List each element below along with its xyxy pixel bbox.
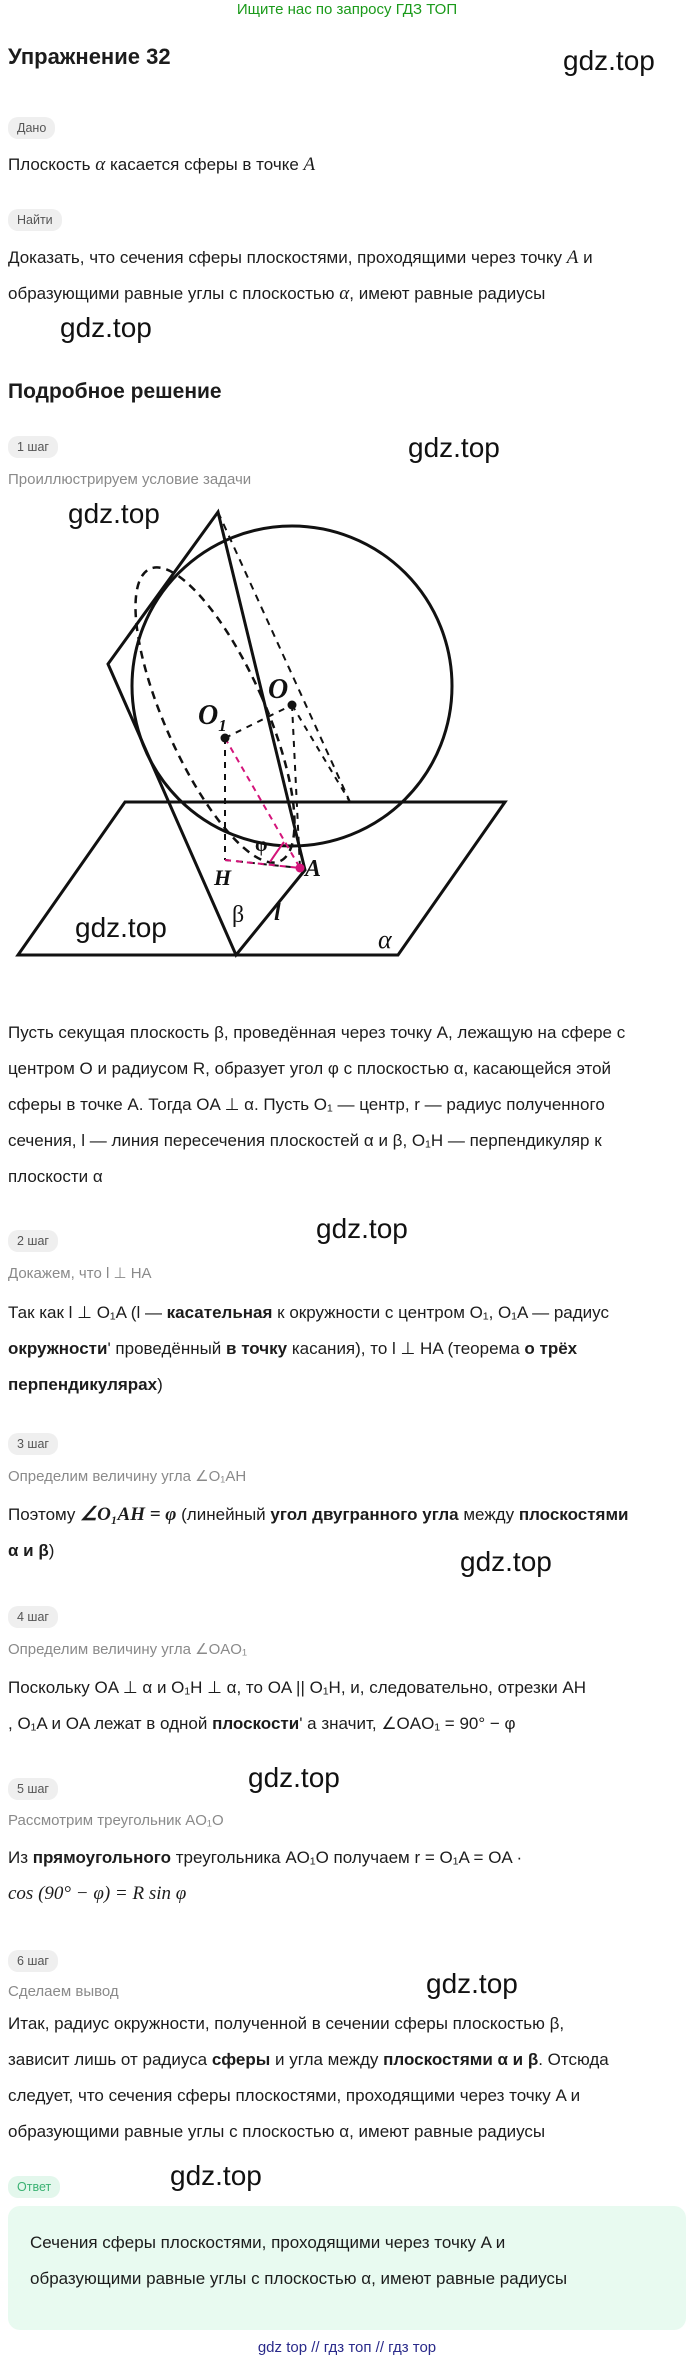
footer-links[interactable]: gdz top // гдз топ // гдз тор [257, 2339, 437, 2356]
solution-heading: Подробное решение [8, 380, 222, 403]
step3-chip: 3 шаг [8, 1433, 58, 1455]
svg-text:φ: φ [255, 834, 268, 856]
answer-text: Сечения сферы плоскостями, проходящими через точку A и образующими равные углы с плоскостью α, имеют равные радиусы [30, 2233, 568, 2288]
sphere [132, 526, 452, 846]
beta-plane [108, 512, 305, 955]
step1-chip: 1 шаг [8, 436, 58, 458]
step1-subtitle: Проиллюстрируем условие задачи [8, 471, 252, 488]
page-title: Упражнение 32 [8, 44, 171, 69]
step3-text: Поэтому ∠O₁AH = φ (линейный угол двугранного угла между плоскостями α и β) [8, 1504, 629, 1560]
svg-text:A: A [305, 856, 322, 882]
step3-subtitle: Определим величину угла ∠O₁AH [8, 1468, 247, 1485]
svg-text:α: α [378, 925, 392, 954]
find-text: Доказать, что сечения сферы плоскостями, проходящими через точку A и образующими равные углы с плоскостью α, имеют равные радиусы [8, 247, 593, 304]
step2-chip: 2 шаг [8, 1230, 58, 1252]
watermark: gdz.top [248, 1762, 340, 1793]
step4-chip: 4 шаг [8, 1606, 58, 1628]
watermark: gdz.top [316, 1213, 408, 1244]
given-text: Плоскость α касается сферы в точке A [8, 154, 316, 175]
step4-text: Поскольку OA ⊥ α и O₁H ⊥ α, то OA || O₁H, и, следовательно, отрезки AH , O₁A и OA лежат в одной плоскости' а значит, ∠OAO₁ = 90° − φ [8, 1678, 587, 1733]
step2-subtitle: Докажем, что l ⊥ HA [8, 1265, 152, 1282]
step6-text: Итак, радиус окружности, полученной в сечении сферы плоскостью β, зависит лишь от радиуса сферы и угла между плоскостями α и β. Отсюда следует, что сечения сферы плоскостями, проходящими через точку A и образующими равные углы с плоскостью α, имеют равные радиусы [8, 2014, 609, 2141]
answer-chip: Ответ [8, 2176, 60, 2198]
svg-text:β: β [232, 902, 245, 928]
step1-text: Пусть секущая плоскость β, проведённая через точку A, лежащую на сфере с центром O и радиусом R, образует угол φ с плоскостью α, касающейся этой сферы в точке A. Тогда OA ⊥ α. Пусть O₁ — центр, r — радиус полученного сечения, l — линия пересечения плоскостей α и β, O₁H — перпендикуляр к плоскости α [8, 1023, 626, 1186]
watermark: gdz.top [68, 498, 160, 529]
watermark: gdz.top [426, 1968, 518, 1999]
step6-chip: 6 шаг [8, 1950, 58, 1972]
step2-text: Так как l ⊥ O₁A (l — касательная к окружности с центром O₁, O₁A — радиус окружности' проведённый в точку касания), то l ⊥ HA (теорема о трёх перпендикулярах) [8, 1303, 609, 1394]
step6-subtitle: Сделаем вывод [8, 1983, 119, 2000]
point-a [296, 864, 305, 873]
point-o [288, 701, 297, 710]
find-chip: Найти [8, 209, 62, 231]
svg-text:O: O [268, 674, 289, 705]
search-banner[interactable]: Ищите нас по запросу ГДЗ ТОП [236, 1, 458, 18]
geometry-figure [0, 500, 520, 970]
step5-chip: 5 шаг [8, 1778, 58, 1800]
watermark: gdz.top [170, 2160, 262, 2191]
given-chip: Дано [8, 117, 55, 139]
step5-text: Из прямоугольного треугольника AO₁O получаем r = O₁A = OA · cos (90° − φ) = R sin φ [8, 1848, 523, 1904]
svg-text:H: H [214, 865, 232, 890]
watermark: gdz.top [75, 912, 167, 943]
watermark: gdz.top [408, 432, 500, 463]
watermark: gdz.top [563, 45, 655, 76]
watermark: gdz.top [60, 312, 152, 343]
svg-text:O1: $O_1$ [198, 700, 227, 735]
watermark: gdz.top [460, 1546, 552, 1577]
step5-subtitle: Рассмотрим треугольник AO₁O [8, 1812, 224, 1829]
svg-text:l: l [274, 900, 281, 926]
step4-subtitle: Определим величину угла ∠OAO₁ [8, 1641, 248, 1658]
